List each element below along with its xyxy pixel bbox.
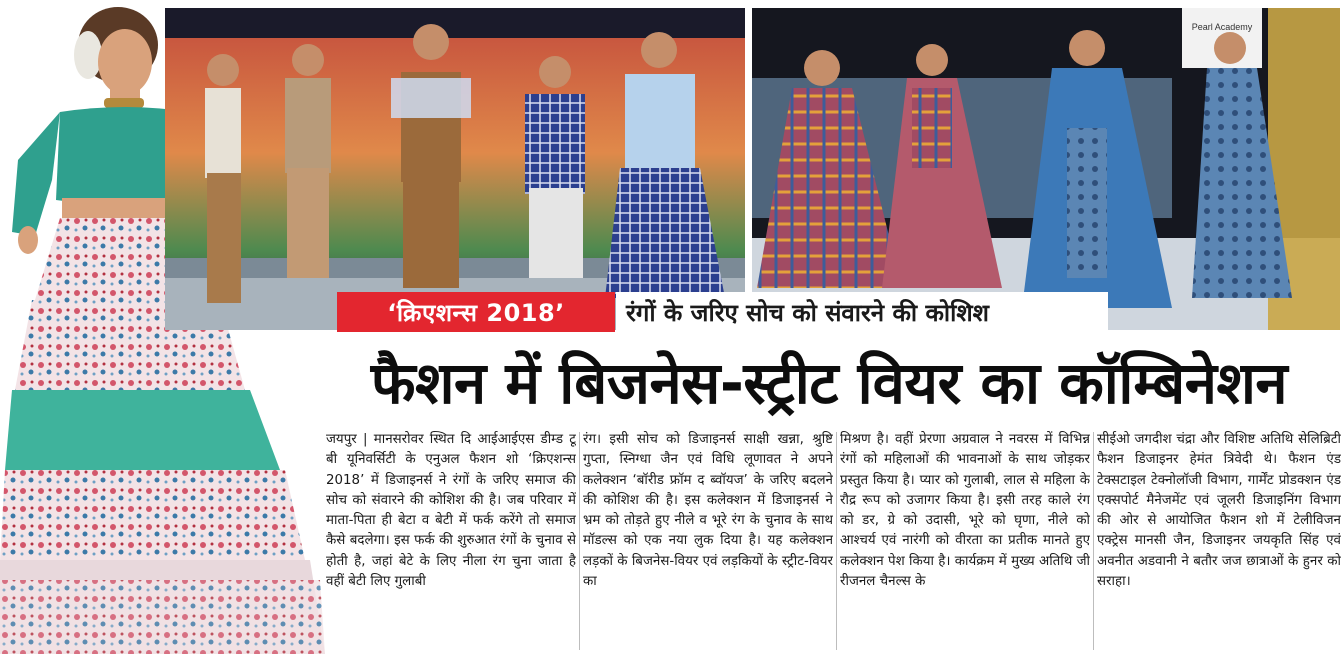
event-tag: ‘क्रिएशन्स 2018’ — [337, 292, 615, 332]
photo-runway-colorful-gowns — [752, 8, 1340, 330]
article-column-3: मिश्रण है। वहीं प्रेरणा अग्रवाल ने नवरस में विभिन्न रंगों को महिलाओं की भावनाओं के साथ जोड़कर प्रस्तुत किया है। प्यार को गुलाबी, लाल से महिला के रौद्र रूप को उजागर किया है। इसी तरह काले रंग को डर, ग्रे को उदासी, भूरे को घृणा, नीले को आश्चर्य एवं नारंगी को वीरता का प्रतीक मानते हुए कलेक्शन पेश किया है। कार्यक्रम में मुख्य अतिथि जी रीजनल चैनल्स के — [840, 432, 1090, 590]
subtitle: रंगों के जरिए सोच को संवारने की कोशिश — [616, 292, 1108, 332]
column-divider — [1093, 432, 1094, 650]
column-divider — [836, 432, 837, 650]
column-divider — [579, 432, 580, 650]
headline: फैशन में बिजनेस-स्ट्रीट वियर का कॉम्बिनेशन — [370, 349, 1288, 417]
article-column-4: सीईओ जगदीश चंद्रा और विशिष्ट अतिथि सेलिब्रिटी फैशन डिजाइनर हेमंत त्रिवेदी थे। फैशन एंड टेक्सटाइल टेक्नोलॉजी विभाग, गार्मेंट प्रोडक्शन एंड एक्सपोर्ट मैनेजमेंट एवं जूलरी डिजाइनिंग विभाग की ओर से आयोजित फैशन शो में टेलीविजन एक्ट्रेस मानसी जैन, डिजाइनर जयकृति सिंह एवं अवनीत अडवानी ने बतौर जज छात्राओं के हुनर को सराहा। — [1097, 432, 1341, 590]
article-column-2: रंग। इसी सोच को डिजाइनर्स साक्षी खन्ना, श्रुष्टि गुप्ता, स्निग्धा जैन एवं विधि लूणावत ने अपने कलेक्शन ‘बॉरीड फ्रॉम द ब्वॉयज’ के जरिए बदलने की कोशिश की है। इस कलेक्शन में डिजाइनर्स ने भ्रम को तोड़ते हुए नीले व भूरे रंग के चुनाव के साथ मॉडल्स को एक नया लुक दिया है। यह कलेक्शन लड़कों के बिजनेस-वियर एवं लड़कियों के स्ट्रीट-वियर का — [583, 432, 833, 590]
article-column-1: जयपुर | मानसरोवर स्थित दि आईआईएस डीम्ड टू बी यूनिवर्सिटी के एनुअल फैशन शो ‘क्रिएशन्स 2018’ में डिजाइनर्स ने रंगों के जरिए समाज की सोच को संवारने की कोशिश की है। जब परिवार में माता-पिता ही बेटा व बेटी में फर्क करेंगे तो समाज कैसे बदलेगा। इस फर्क की शुरुआत रंगों के चुनाव से होती है, जहां बेटे के लिए नीला रंग चुना जाता है वहीं बेटी लिए गुलाबी — [326, 432, 576, 590]
photo-runway-business-street-wear — [165, 8, 745, 330]
banner-pearl-academy: Pearl Academy — [1191, 22, 1253, 32]
